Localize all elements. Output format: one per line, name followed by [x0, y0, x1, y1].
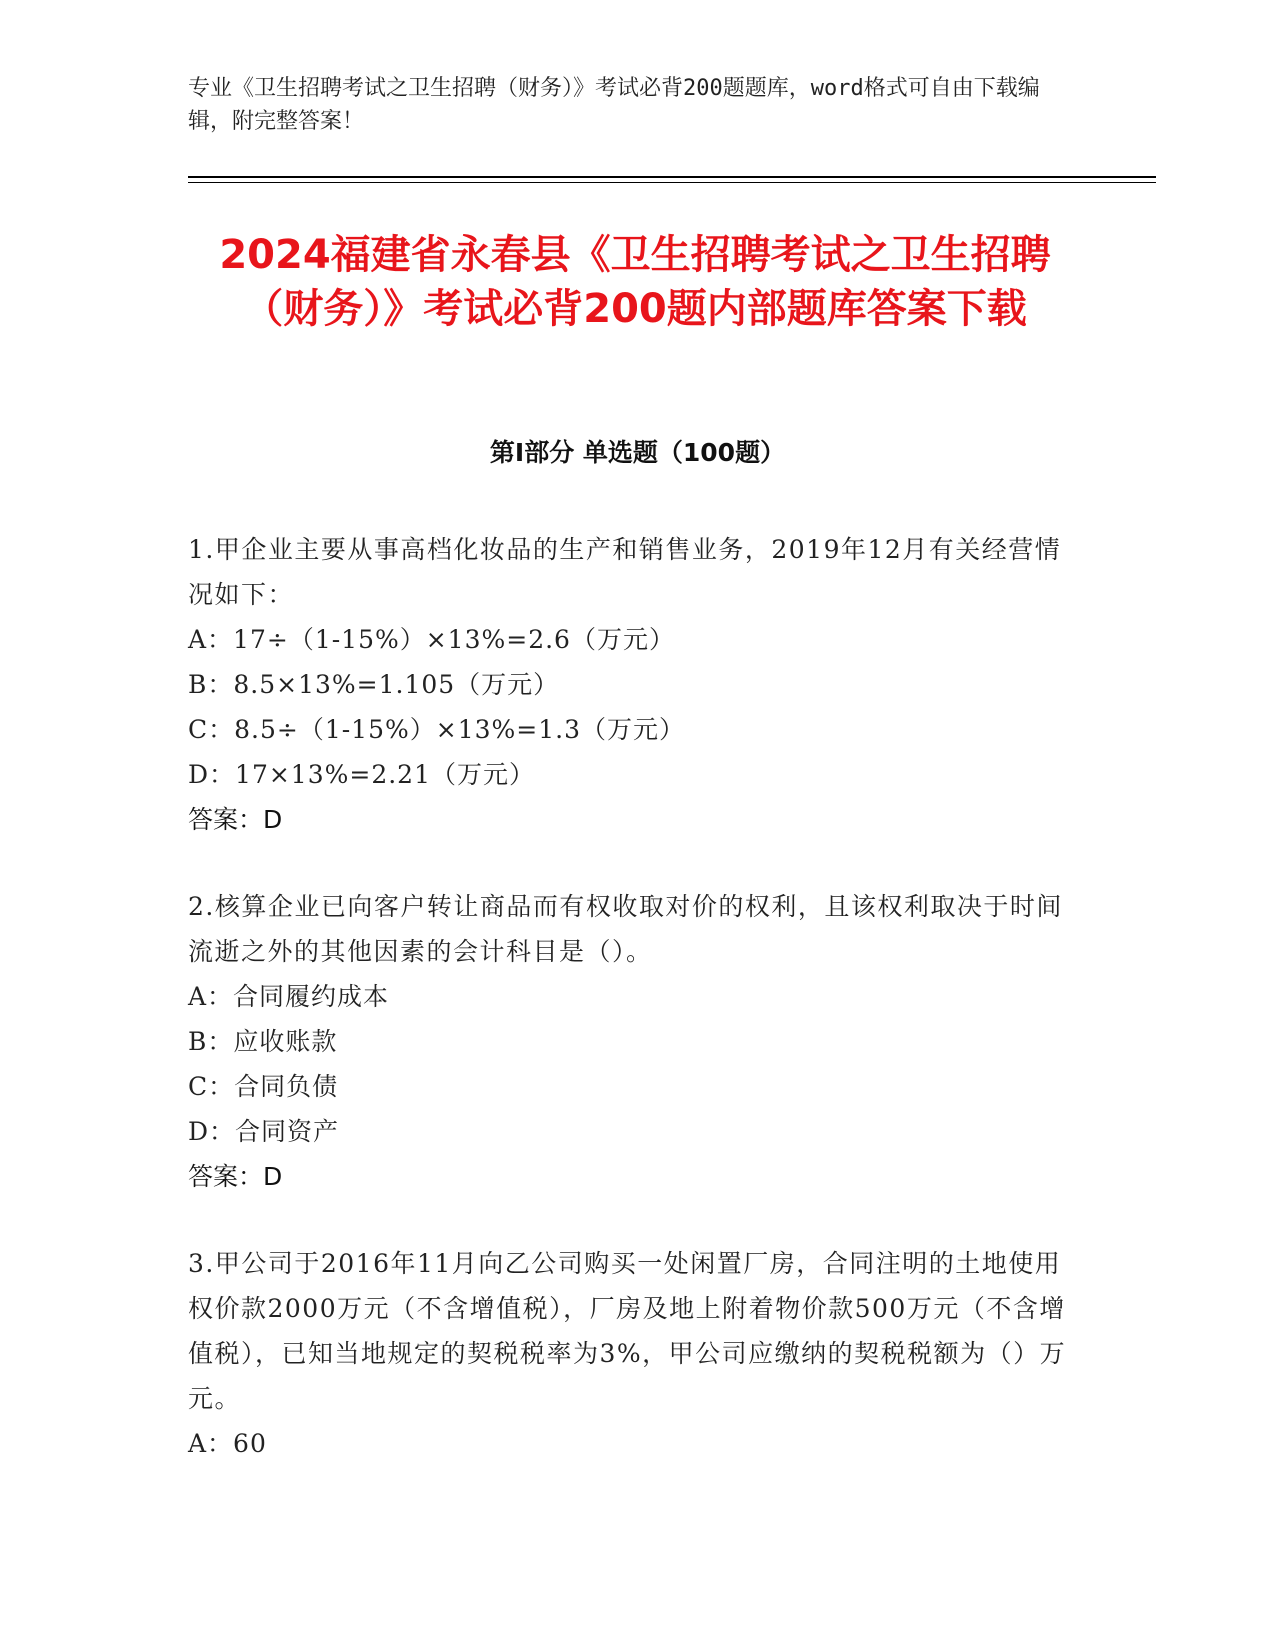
option-b: B：8.5×13%=1.105（万元）	[188, 670, 560, 699]
question-3	[188, 1241, 1078, 1466]
question-stem: 3.甲公司于2016年11月向乙公司购买一处闲置厂房，合同注明的土地使用权价款2000万元（不含增值税），厂房及地上附着物价款500万元（不含增值税），已知当地规定的契税税率为3%，甲公司应缴纳的契税税额为（）万元。	[188, 1249, 1067, 1413]
question-list	[188, 527, 1078, 1508]
header-divider-thick	[188, 176, 1156, 178]
question-stem: 2.核算企业已向客户转让商品而有权收取对价的权利，且该权利取决于时间流逝之外的其他因素的会计科目是（）。	[188, 892, 1063, 966]
option-a: A：60	[188, 1429, 267, 1458]
answer-line: 答案：D	[188, 1162, 283, 1191]
option-c: C：8.5÷（1-15%）×13%=1.3（万元）	[188, 715, 685, 744]
header-divider-thin	[188, 182, 1156, 183]
question-2	[188, 884, 1078, 1199]
option-a: A：合同履约成本	[188, 982, 390, 1011]
answer-line: 答案：D	[188, 805, 283, 834]
question-stem: 1.甲企业主要从事高档化妆品的生产和销售业务，2019年12月有关经营情况如下：	[188, 535, 1062, 609]
question-1	[188, 527, 1078, 842]
section-heading: 第Ⅰ部分 单选题（100题）	[489, 438, 786, 467]
option-d: D：17×13%=2.21（万元）	[188, 760, 535, 789]
option-a: A：17÷（1-15%）×13%=2.6（万元）	[188, 625, 675, 654]
option-b: B：应收账款	[188, 1027, 338, 1056]
option-c: C：合同负债	[188, 1072, 339, 1101]
option-d: D：合同资产	[188, 1117, 340, 1146]
header-note: 专业《卫生招聘考试之卫生招聘（财务）》考试必背200题题库，word格式可自由下载编辑，附完整答案！	[188, 76, 1040, 134]
document-title: 2024福建省永春县《卫生招聘考试之卫生招聘（财务）》考试必背200题内部题库答案下载	[219, 232, 1051, 332]
